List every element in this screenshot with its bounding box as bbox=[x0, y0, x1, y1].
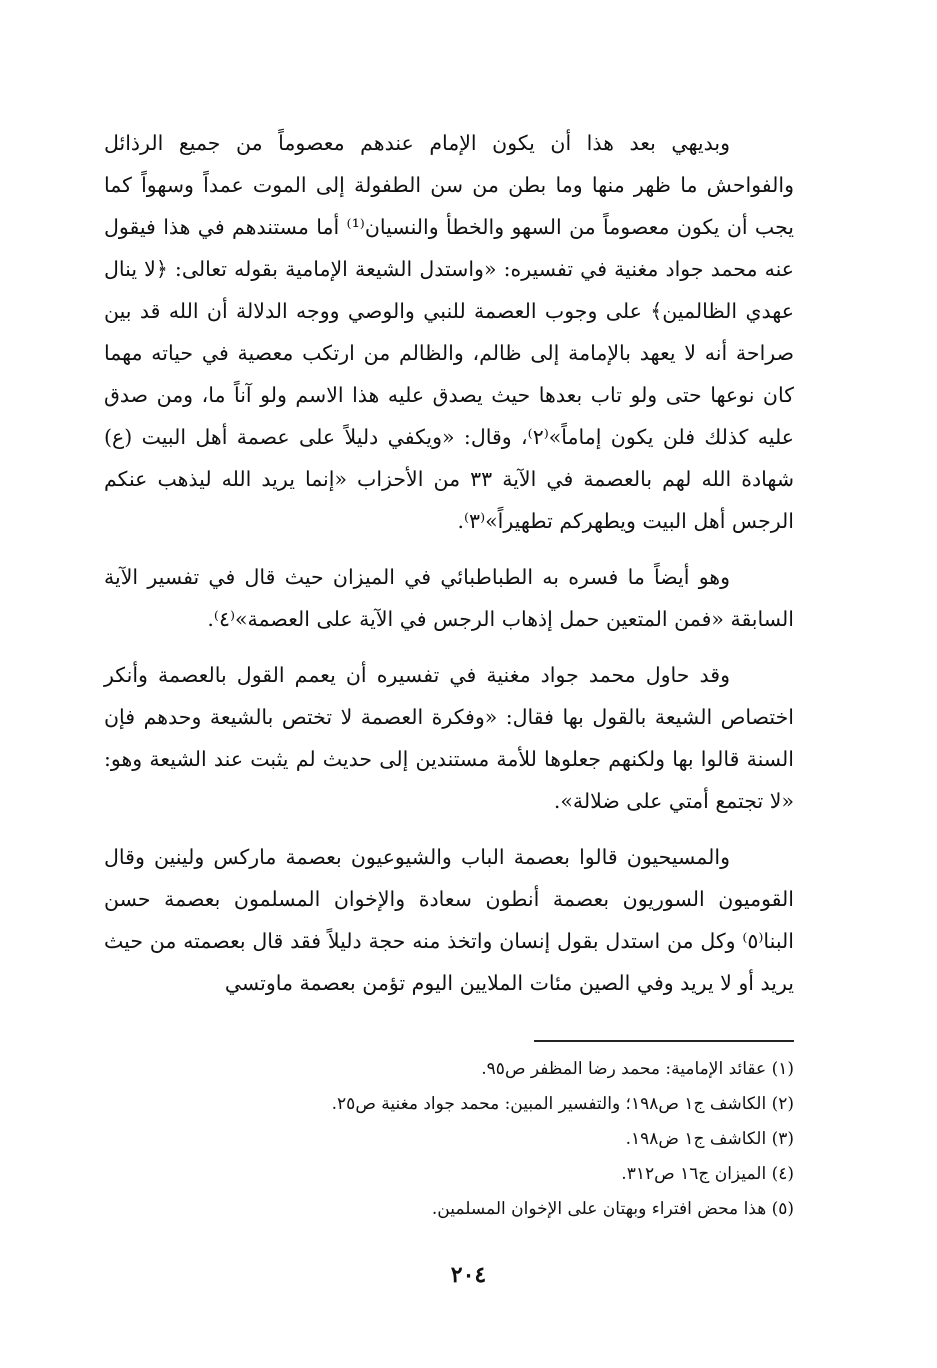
paragraph: وقد حاول محمد جواد مغنية في تفسيره أن يعمم القول بالعصمة وأنكر اختصاص الشيعة بالقول بها فقال: «وفكرة العصمة لا تختص بالشيعة وحدهم فإن السنة قالوا بها ولكنهم جعلوها للأمة مستندين إلى حديث لم يثبت عند الشيعة وهو: «لا تجتمع أمتي على ضلالة». bbox=[104, 663, 794, 813]
footnotes-list bbox=[104, 1052, 794, 1227]
body-text bbox=[104, 122, 794, 1018]
footnote-item: (١) عقائد الإمامية: محمد رضا المظفر ص٩٥. bbox=[481, 1059, 794, 1079]
footnote-item: (٢) الكاشف ج١ ص١٩٨؛ والتفسير المبين: محمد جواد مغنية ص٢٥. bbox=[331, 1094, 794, 1114]
page-number: ٢٠٤ bbox=[450, 1262, 487, 1288]
paragraph: وبديهي بعد هذا أن يكون الإمام عندهم معصوماً من جميع الرذائل والفواحش ما ظهر منها وما بطن من سن الطفولة إلى الموت عمداً وسهواً كما يجب أن يكون معصوماً من السهو والخطأ والنسيان⁽¹⁾ أما مستندهم في هذا فيقول عنه محمد جواد مغنية في تفسيره: «واستدل الشيعة الإمامية بقوله تعالى: ﴿لا ينال عهدي الظالمين﴾ على وجوب العصمة للنبي والوصي ووجه الدلالة أن الله قد بين صراحة أنه لا يعهد بالإمامة إلى ظالم، والظالم من ارتكب معصية في حياته مهما كان نوعها حتى ولو تاب بعدها حيث يصدق عليه هذا الاسم ولو آناً ما، ومن صدق عليه كذلك فلن يكون إماماً»⁽٢⁾، وقال: «ويكفي دليلاً على عصمة أهل البيت (ع) شهادة الله لهم بالعصمة في الآية ٣٣ من الأحزاب «إنما يريد الله ليذهب عنكم الرجس أهل البيت ويطهركم تطهيراً»⁽٣⁾. bbox=[104, 131, 795, 533]
footnote-item: (٣) الكاشف ج١ ض١٩٨. bbox=[625, 1129, 794, 1149]
paragraph: والمسيحيون قالوا بعصمة الباب والشيوعيون بعصمة ماركس ولينين وقال القوميون السوريون بعصمة أنطون سعادة والإخوان المسلمون بعصمة حسن البنا⁽٥⁾ وكل من استدل بقول إنسان واتخذ منه حجة دليلاً فقد قال بعصمته من حيث يريد أو لا يريد وفي الصين مئات الملايين اليوم تؤمن بعصمة ماوتسي bbox=[104, 845, 794, 995]
footnote-item: (٥) هذا محض افتراء وبهتان على الإخوان المسلمين. bbox=[431, 1199, 794, 1219]
footnote-item: (٤) الميزان ج١٦ ص٣١٢. bbox=[621, 1164, 794, 1184]
paragraph: وهو أيضاً ما فسره به الطباطبائي في الميزان حيث قال في تفسير الآية السابقة «فمن المتعين حمل إذهاب الرجس في الآية على العصمة»⁽٤⁾. bbox=[104, 565, 794, 631]
footnote-divider bbox=[534, 1040, 794, 1042]
